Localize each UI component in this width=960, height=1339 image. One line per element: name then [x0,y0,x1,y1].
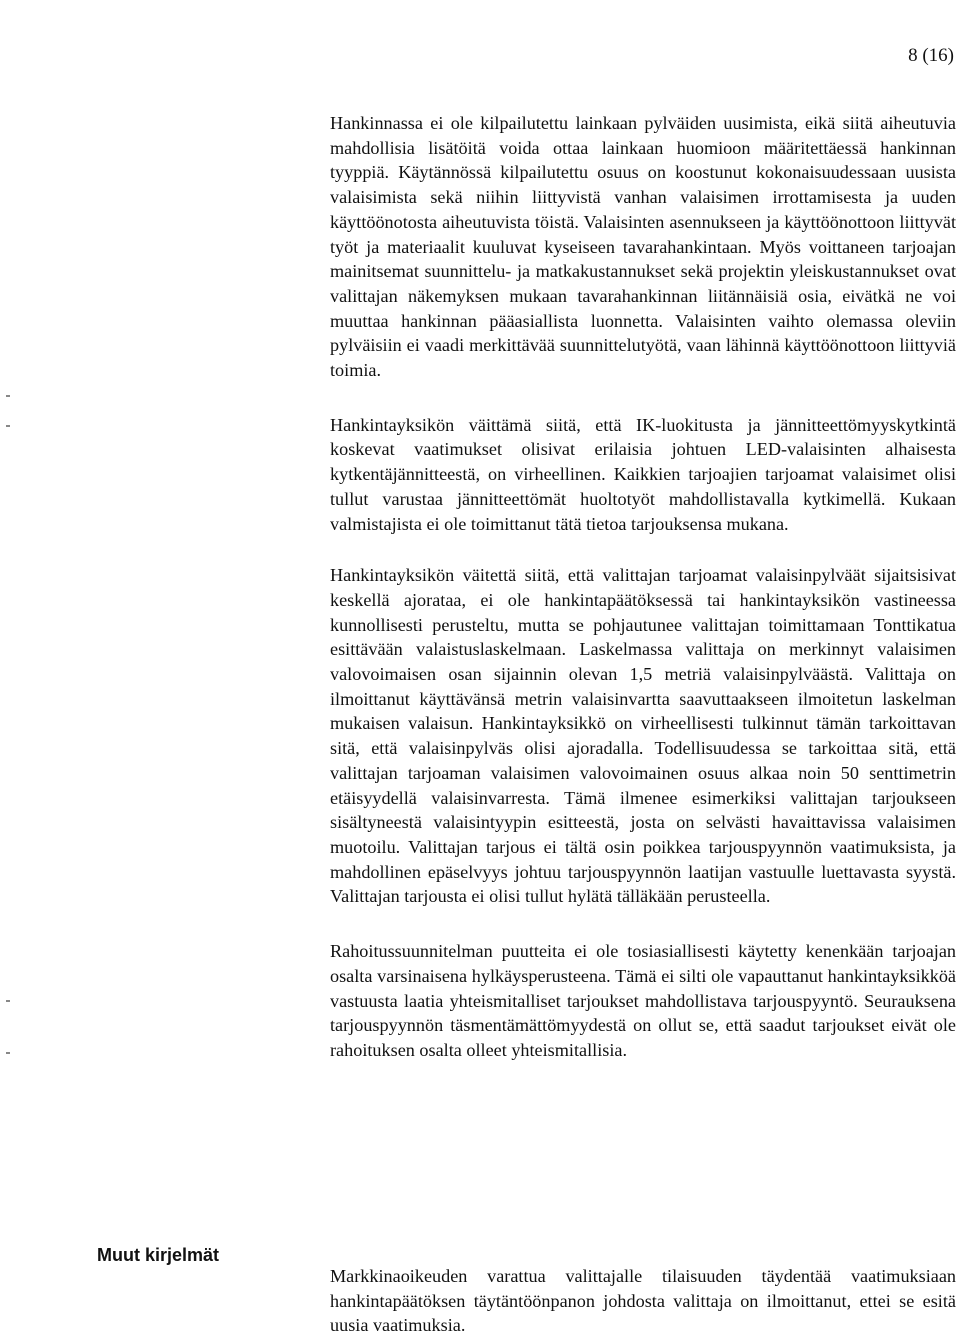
paragraph-3: Hankintayksikön väitettä siitä, että valittajan tarjoamat valaisinpylväät sijaitsisivat keskellä ajorataa, ei ole hankintapäätöksessä tai hankintayksikön vastineessa kunnollisesti perusteltu, mutta se pohjautunee valittajan toimittamaan Tonttikatua esittävään valaistuslaskelmaan. Laskelmassa valittaja on merkinnyt valaisimen valovoimaisen osan sijainnin olevan 1,5 metriä valaisinpylväästä. Valittaja on ilmoittanut käyttävänsä metrin valaisinvartta saavuttaakseen ilmoitetun laskelman mukaisen valaisun. Hankintayksikkö on virheellisesti tulkinnut tämän tarkoittavan sitä, että valaisinpylväs olisi ajoradalla. Todellisuudessa se tarkoittaa sitä, että valittajan tarjoaman valaisimen valovoimainen osuus alkaa noin 50 senttimetrin etäisyydellä valaisinvarresta. Tämä ilmenee esimerkiksi valittajan tarjoukseen sisältyneestä valaisintyypin esitteestä, josta on selvästi havaittavissa valaisimen muotoilu. Valittajan tarjous ei tältä osin poikkea tarjouspyynnön vaatimuksista, ja mahdollinen epäselvyys johtuu tarjouspyynnön laatijan vastuulle luettavasta syystä. Valittajan tarjousta ei olisi tullut hylätä tälläkään perusteella. [330,565,956,907]
section-heading: Muut kirjelmät [97,1245,220,1265]
paragraph-4: Rahoitussuunnitelman puutteita ei ole tosiasiallisesti käytetty kenenkään tarjoajan osalta varsinaisena hylkäysperusteena. Tämä ei silti ole vapauttanut hankintayksikköä vastuusta laatia yhteismitalliset tarjoukset mahdollistava tarjouspyyntö. Seurauksena tarjouspyynnön täsmentämättömyydestä on ollut se, että saadut tarjoukset eivät ole rahoituksen osalta olleet yhteismitallisia. [330,941,956,1060]
section-paragraph: Markkinaoikeuden varattua valittajalle tilaisuuden täydentää vaatimuksiaan hankintapäätöksen täytäntöönpanon johdosta valittaja on ilmoittanut, ettei se esitä uusia vaatimuksia. [330,1266,956,1336]
paragraph-2: Hankintayksikön väittämä siitä, että IK-luokitusta ja jännitteettömyyskytkintä koskevat vaatimukset olisivat erilaisia johtuen LED-valaisinten alhaisesta kytkentäjännitteestä, on virheellinen. Kaikkien tarjoajien tarjoamat valaisimet olisi tullut varustaa jännitteettömät huoltotyöt mahdollistavalla kytkimellä. Kukaan valmistajista ei ole toimittanut tätä tietoa tarjouksensa mukana. [330,414,956,534]
margin-mark [6,1052,10,1054]
margin-mark [6,425,10,427]
paragraph-1: Hankinnassa ei ole kilpailutettu lainkaan pylväiden uusimista, eikä siitä aiheutuvia mahdollisia lisätöitä voida ottaa lainkaan huomioon määritettäessä hankinnan tyyppiä. Käytännössä kilpailutettu osuus on koostunut kokonaisuudessaan uusista valaisimista sekä niihin liittyvistä vanhan valaisimen irrottamisesta ja uuden käyttöönotosta aiheutuvista töistä. Valaisinten asennukseen ja käyttöönottoon liittyvät työt ja materiaalit kuuluvat kyseiseen tavarahankintaan. Myös voittaneen tarjoajan mainitsemat suunnittelu- ja matkakustannukset sekä projektin yleiskustannukset ovat valittajan näkemyksen mukaan tavarahankinnan liitännäisiä osia, eivätkä ne voi muuttaa hankinnan pääasiallista luonnetta. Valaisinten vaihto olemassa oleviin pylväisiin ei vaadi merkittävää suunnittelutyötä, vaan lähinnä käyttöönottoon liittyviä toimia. [330,113,956,381]
margin-mark [6,1000,10,1002]
margin-mark [6,395,10,397]
page-number: 8 (16) [908,45,954,66]
body-text [330,111,956,1063]
